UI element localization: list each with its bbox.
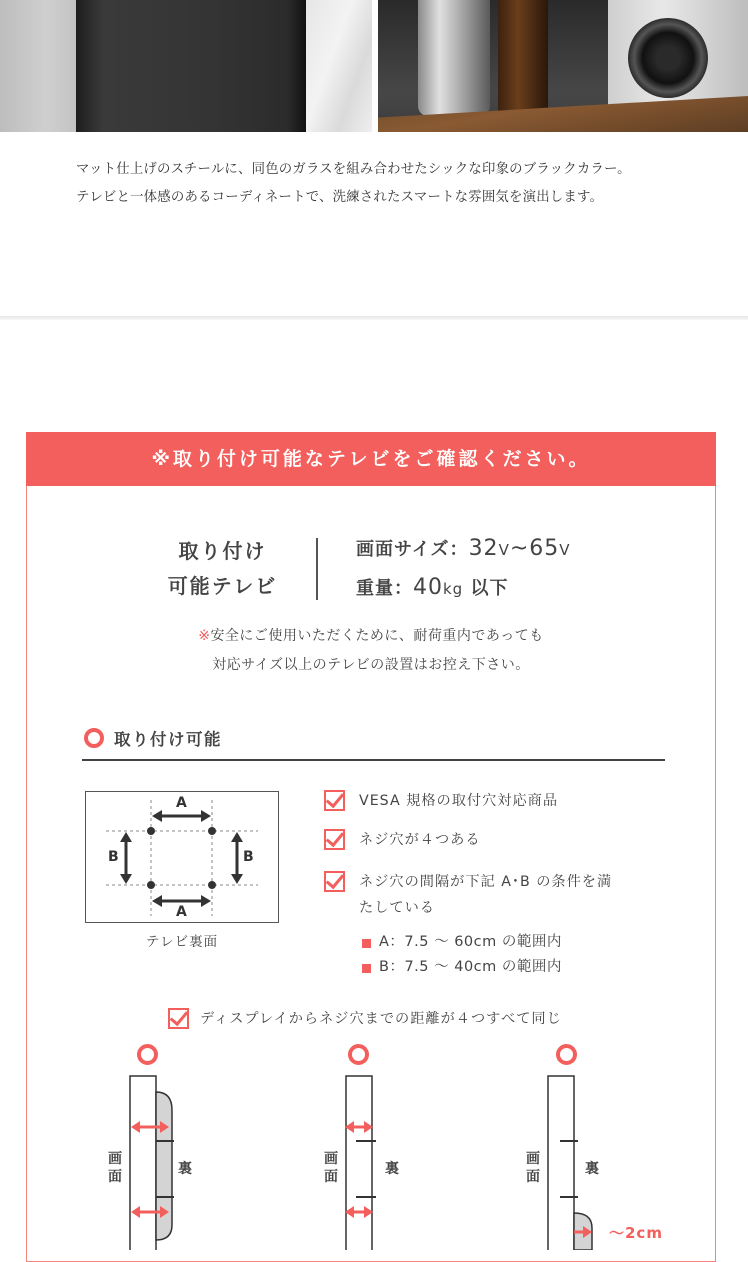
vesa-caption: テレビ裏面 [145,934,219,950]
front-label-3: 画面 [526,1151,540,1185]
side-diagram-2 [345,1076,376,1250]
screw-hole [208,827,216,835]
spec-size-label: 画面サイズ： [356,539,469,560]
intro-text [76,156,716,212]
side-diagram-1 [130,1076,174,1250]
spec-heading-line-1: 取り付け [178,539,267,563]
spec-heading [150,534,295,604]
spec-size-max: 65 [529,536,560,561]
checkbox-checked-icon [168,1008,189,1029]
ok-section-title [84,726,222,750]
ok-section-rule [82,759,665,761]
spec-divider [316,538,318,600]
section-divider [0,316,748,320]
card-header-title: ※取り付け可能なテレビをご確認ください。 [26,432,716,486]
screw-hole [208,881,216,889]
gap-label: 〜2cm [609,1224,663,1242]
spacing-conditions [362,930,562,980]
checkbox-checked-icon [324,790,345,811]
vesa-label-b-right: B [243,849,254,865]
safety-note-line-1: ※安全にご使用いただくために、耐荷重内であっても [198,628,544,644]
vesa-label-b-left: B [108,849,119,865]
spec-values [356,530,571,608]
spec-size-min: 32 [468,536,499,561]
checkbox-checked-icon [324,871,345,892]
safety-note [26,622,716,680]
spec-weight-value: 40 [413,575,443,600]
spec-weight-label: 重量： [356,578,413,599]
screw-hole [147,881,155,889]
condition-b: B：7.5 〜 40cm の範囲内 [362,955,562,980]
back-label-3: 裏 [585,1161,599,1177]
distance-check: ディスプレイからネジ穴までの距離が４つすべて同じ [168,1006,562,1032]
photo-steel-panel [0,0,372,132]
note-mark: ※ [198,628,211,644]
spec-size-sep: ~ [509,536,530,561]
intro-line-1: マット仕上げのスチールに、同色のガラスを組み合わせたシックな印象のブラックカラー。 [76,162,631,177]
photo-shelf-items [378,0,748,132]
spec-size-unit-max: V [559,541,571,559]
screw-hole [147,827,155,835]
check-item-spacing: ネジ穴の間隔が下記 A･B の条件を満たしている [324,869,624,921]
intro-line-2: テレビと一体感のあるコーディネートで、洗練されたスマートな雰囲気を演出します。 [76,190,604,205]
ok-section-label: 取り付け可能 [114,730,222,749]
checkbox-checked-icon [324,829,345,850]
vesa-label-a-bottom: A [176,904,187,920]
circle-ok-icon [84,728,104,748]
circle-ok-icon [348,1044,369,1065]
spec-weight-suffix: 以下 [470,578,509,599]
check-item-vesa: VESA 規格の取付穴対応商品 [324,788,558,814]
spec-weight [356,569,571,608]
back-label-1: 裏 [178,1161,192,1177]
front-label-1: 画面 [108,1151,122,1185]
product-photos [0,0,748,132]
condition-a: A：7.5 〜 60cm の範囲内 [362,930,562,955]
circle-ok-icon [556,1044,577,1065]
check-item-four-holes: ネジ穴が４つある [324,827,481,853]
front-label-2: 画面 [324,1151,338,1185]
vesa-label-a-top: A [176,795,187,811]
spec-size [356,530,571,569]
spec-size-unit-min: V [498,541,510,559]
circle-ok-icon [137,1044,158,1065]
back-label-2: 裏 [385,1161,399,1177]
safety-note-line-2: 対応サイズ以上のテレビの設置はお控え下さい。 [212,657,530,673]
vesa-diagram [85,791,279,923]
spec-weight-unit: kg [443,580,464,598]
spec-heading-line-2: 可能テレビ [167,574,278,598]
